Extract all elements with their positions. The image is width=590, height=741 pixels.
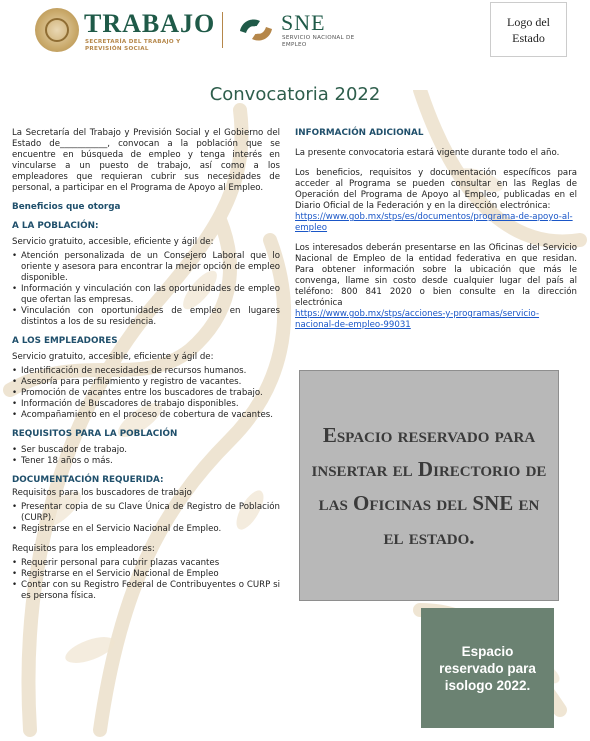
- program-link-wrap: [295, 212, 577, 234]
- sne-link[interactable]: https://www.gob.mx/stps/acciones-y-programas/servicio-nacional-de-empleo-99031: [295, 309, 540, 330]
- docs-seekers-list: [12, 502, 280, 535]
- list-item: • Identificación de necesidades de recursos humanos.: [21, 366, 280, 377]
- sne-link-wrap: [295, 309, 577, 331]
- population-lead: Servicio gratuito, accesible, eficiente y ágil de:: [12, 237, 214, 247]
- docs-seekers-lead: Requisitos para los buscadores de trabajo: [12, 488, 192, 498]
- program-link[interactable]: https://www.gob.mx/stps/es/documentos/programa-de-apoyo-al-empleo: [295, 212, 573, 233]
- state-logo-placeholder: Logo del Estado: [490, 2, 567, 57]
- requirements-heading: REQUISITOS PARA LA POBLACIÓN: [12, 429, 178, 439]
- list-item: • Presentar copia de su Clave Única de Registro de Población (CURP).: [21, 502, 280, 524]
- employers-lead: Servicio gratuito, accesible, eficiente y ágil de:: [12, 352, 214, 362]
- list-item: • Información y vinculación con las oportunidades de empleo que ofertan las empresas.: [21, 284, 280, 306]
- list-item: • Asesoría para perfilamiento y registro de vacantes.: [21, 377, 280, 388]
- intro-paragraph: La Secretaría del Trabajo y Previsión Social y el Gobierno del Estado de___________, convocan a la población que se encuentre en búsqueda de empleo y tenga interés en vincularse a un puesto de trabajo, así como a los empleadores que requieran cubrir sus necesidades de personal, a participar en el Programa de Apoyo al Empleo.: [12, 128, 280, 193]
- docs-employers-lead: Requisitos para los empleadores:: [12, 544, 155, 554]
- list-item: • Contar con su Registro Federal de Contribuyentes o CURP si es persona física.: [21, 580, 280, 602]
- trabajo-wordmark: TRABAJO: [84, 9, 216, 38]
- list-item: • Registrarse en el Servicio Nacional de Empleo: [21, 569, 280, 580]
- list-item: • Registrarse en el Servicio Nacional de Empleo.: [21, 524, 280, 535]
- sne-handshake-icon: [236, 11, 276, 49]
- employers-section: [12, 336, 280, 421]
- requirements-list: [12, 445, 280, 467]
- documents-heading: DOCUMENTACIÓN REQUERIDA:: [12, 475, 164, 485]
- employers-list: [12, 366, 280, 421]
- list-item: • Información de Buscadores de trabajo disponibles.: [21, 399, 280, 410]
- right-column: [295, 128, 577, 340]
- isologo-placeholder: Espacio reservado para isologo 2022.: [421, 608, 554, 728]
- validity-paragraph: La presente convocatoria estará vigente durante todo el año.: [295, 148, 560, 158]
- mexico-seal-icon: [35, 8, 79, 52]
- list-item: • Tener 18 años o más.: [21, 456, 280, 467]
- sne-subtitle: SERVICIO NACIONAL DE EMPLEO: [282, 35, 355, 48]
- ministry-name: SECRETARÍA DEL TRABAJO Y PREVISIÓN SOCIAL: [85, 39, 181, 52]
- offices-paragraph: Los interesados deberán presentarse en las Oficinas del Servicio Nacional de Empleo de la entidad federativa en que residan. Para obtener información sobre la ubicación que más le convenga, llame sin costo desde cualquier lugar del país al teléfono: 800 841 2020 o bien consulte en la dirección electrónica: [295, 243, 577, 308]
- directory-placeholder: Espacio reservado para insertar el Directorio de las Oficinas del SNE en el estado.: [299, 370, 559, 601]
- docs-employers-list: [12, 558, 280, 602]
- list-item: • Promoción de vacantes entre los buscadores de trabajo.: [21, 388, 280, 399]
- page-header: [0, 0, 590, 62]
- documents-section: [12, 475, 280, 602]
- population-heading: A LA POBLACIÓN:: [12, 221, 99, 231]
- rules-paragraph: Los beneficios, requisitos y documentación específicos para acceder al Programa se pueden consultar en las Reglas de Operación del Programa de Apoyo al Empleo, publicadas en el Diario Oficial de la Federación y en la dirección electrónica:: [295, 168, 577, 211]
- page-title: Convocatoria 2022: [209, 84, 381, 105]
- benefits-heading: Beneficios que otorga: [12, 202, 121, 212]
- left-column: [12, 128, 280, 602]
- sne-wordmark: SNE: [281, 10, 326, 35]
- population-list: [12, 251, 280, 328]
- list-item: • Requerir personal para cubrir plazas vacantes: [21, 558, 280, 569]
- list-item: • Acompañamiento en el proceso de cobertura de vacantes.: [21, 410, 280, 421]
- info-heading: INFORMACIÓN ADICIONAL: [295, 128, 424, 138]
- list-item: • Atención personalizada de un Consejero Laboral que lo oriente y asesora para encontrar la mejor opción de empleo disponible.: [21, 251, 280, 284]
- list-item: • Vinculación con oportunidades de empleo en lugares distintos a los de su residencia.: [21, 306, 280, 328]
- header-divider: [222, 12, 223, 48]
- employers-heading: A LOS EMPLEADORES: [12, 336, 118, 346]
- requirements-section: [12, 429, 280, 467]
- population-section: [12, 221, 280, 328]
- list-item: • Ser buscador de trabajo.: [21, 445, 280, 456]
